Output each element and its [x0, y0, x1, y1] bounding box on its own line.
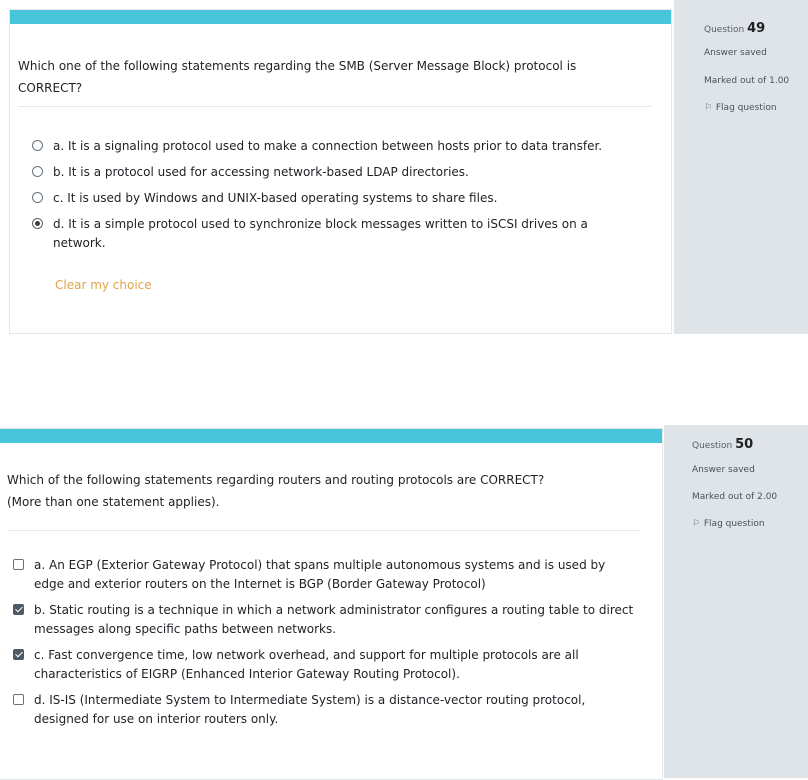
answer-status: Answer saved [704, 48, 767, 58]
answer-option-a[interactable] [13, 556, 634, 594]
flag-question-button[interactable] [704, 103, 777, 113]
question-header-stripe [0, 429, 662, 443]
answer-label: d. IS-IS (Intermediate System to Intermediate System) is a distance-vector routing protocol, designed for use on interior routers only. [34, 693, 586, 726]
radio-button[interactable] [32, 166, 43, 177]
flag-question-label: Flag question [703, 519, 765, 529]
radio-button[interactable] [32, 140, 43, 151]
divider [7, 530, 641, 531]
question-info-panel [674, 0, 808, 334]
answer-option-c[interactable] [32, 189, 652, 208]
answer-option-b[interactable] [13, 601, 634, 639]
clear-choice-link[interactable]: Clear my choice [55, 278, 152, 292]
question-text-line: Which one of the following statements regarding the SMB (Server Message Block) protocol is [18, 59, 577, 73]
answer-label: a. It is a signaling protocol used to make a connection between hosts prior to data transfer. [53, 139, 603, 153]
question-49 [0, 0, 808, 336]
question-number [692, 437, 753, 452]
question-number-label: Question [692, 441, 733, 451]
checkbox-checked[interactable] [13, 649, 24, 660]
answer-label: b. It is a protocol used for accessing network-based LDAP directories. [53, 165, 469, 179]
checkbox[interactable] [13, 559, 24, 570]
answer-status: Answer saved [692, 465, 755, 475]
answer-label: c. Fast convergence time, low network overhead, and support for multiple protocols are all characteristics of EIGRP (Enhanced Interior Gateway Routing Protocol). [34, 648, 579, 681]
marks-info: Marked out of 1.00 [704, 76, 790, 86]
question-info-panel [664, 425, 808, 778]
question-text [7, 469, 627, 513]
answer-option-d[interactable] [32, 215, 613, 253]
question-number-value: 49 [747, 21, 766, 36]
flag-icon: ⚐ [704, 103, 713, 113]
question-header-stripe [10, 10, 671, 24]
answer-label: d. It is a simple protocol used to synchronize block messages written to iSCSI drives on a network. [53, 217, 588, 250]
question-number-value: 50 [735, 437, 754, 452]
radio-button-selected[interactable] [32, 218, 43, 229]
question-text-line: (More than one statement applies). [7, 495, 220, 509]
answer-label: c. It is used by Windows and UNIX-based operating systems to share files. [53, 191, 498, 205]
answer-label: a. An EGP (Exterior Gateway Protocol) that spans multiple autonomous systems and is used by edge and exterior routers on the Internet is BGP (Border Gateway Protocol) [34, 558, 606, 591]
question-number-label: Question [704, 25, 745, 35]
checkbox[interactable] [13, 694, 24, 705]
answer-option-c[interactable] [13, 646, 634, 684]
question-number [704, 21, 765, 36]
marks-info: Marked out of 2.00 [692, 492, 778, 502]
question-text [18, 55, 648, 99]
question-50 [0, 425, 808, 778]
answer-option-b[interactable] [32, 163, 652, 182]
flag-question-button[interactable] [692, 519, 765, 529]
flag-icon: ⚐ [692, 519, 701, 529]
divider [18, 106, 652, 107]
answer-list [32, 137, 652, 260]
answer-list [13, 556, 643, 736]
flag-question-label: Flag question [715, 103, 777, 113]
answer-option-a[interactable] [32, 137, 652, 156]
question-text-line: Which of the following statements regarding routers and routing protocols are CORRECT? [7, 473, 545, 487]
answer-label: b. Static routing is a technique in which a network administrator configures a routing table to direct messages along specific paths between networks. [34, 603, 634, 636]
answer-option-d[interactable] [13, 691, 634, 729]
radio-button[interactable] [32, 192, 43, 203]
question-text-line: CORRECT? [18, 81, 83, 95]
checkbox-checked[interactable] [13, 604, 24, 615]
